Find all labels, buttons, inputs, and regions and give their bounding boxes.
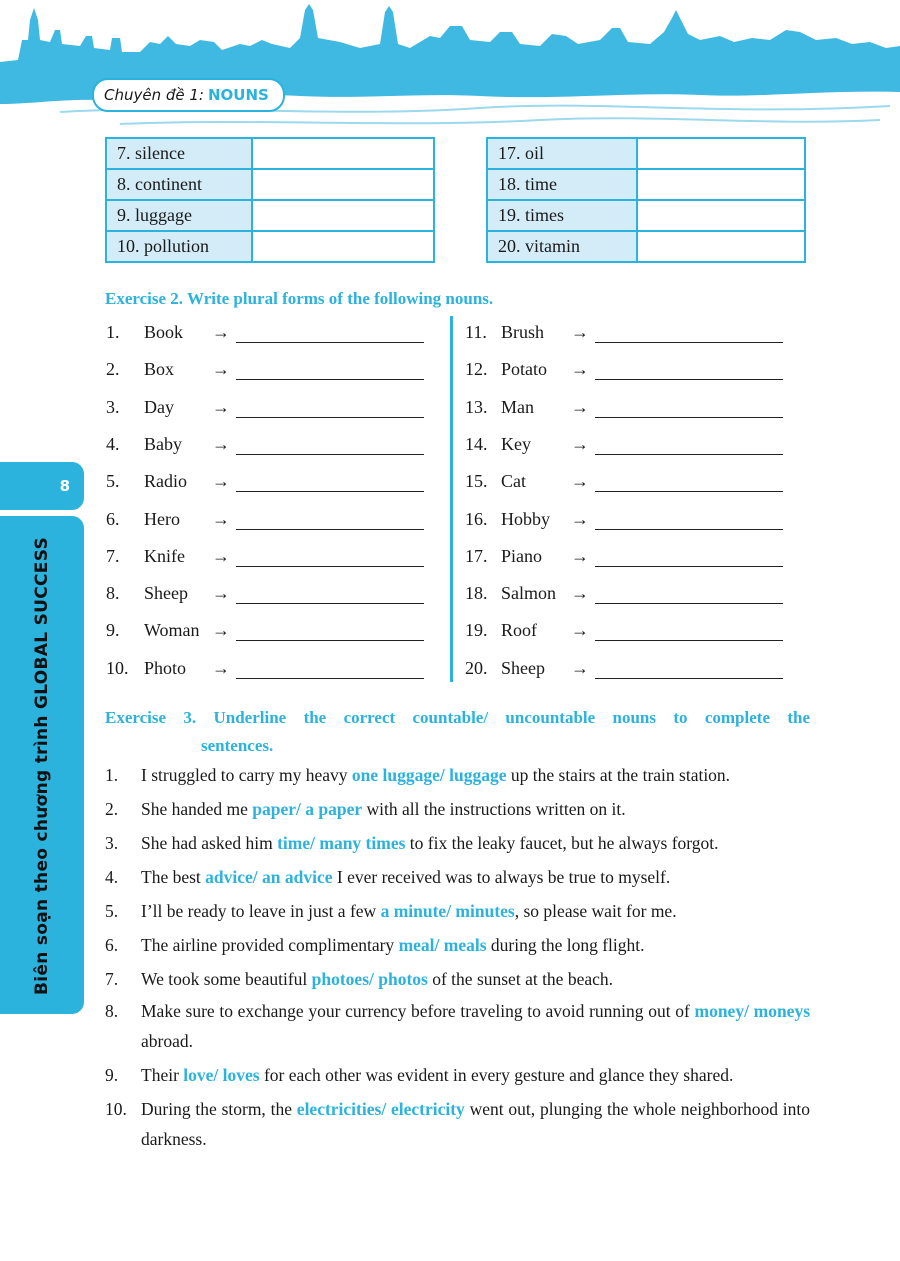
- answer-cell[interactable]: [252, 169, 434, 200]
- answer-choice[interactable]: a minute/ minutes: [380, 901, 515, 921]
- arrow-icon: →: [212, 583, 230, 604]
- answer-blank[interactable]: [595, 320, 783, 343]
- item-word: Key: [501, 433, 531, 454]
- arrow-icon: →: [212, 620, 230, 641]
- column-divider: [450, 316, 453, 682]
- answer-choice[interactable]: electricities/ electricity: [296, 1099, 465, 1119]
- item-word: Brush: [501, 322, 545, 342]
- exercise-item: [465, 350, 783, 380]
- arrow-icon: →: [571, 322, 589, 342]
- answer-blank[interactable]: [595, 581, 783, 604]
- answer-blank[interactable]: [236, 357, 424, 380]
- arrow-icon: →: [571, 657, 589, 678]
- sentence-before: The airline provided complimentary: [141, 935, 399, 955]
- sentence-after: during the long flight.: [486, 935, 645, 955]
- exercise-3-title-line2: sentences.: [201, 736, 274, 755]
- sentence-before: She handed me: [141, 799, 253, 819]
- exercise-2-title: Exercise 2. Write plural forms of the following nouns.: [105, 289, 494, 308]
- table-row: [487, 231, 805, 262]
- item-number: 14.: [465, 433, 488, 454]
- sentence-number: 9.: [105, 1065, 119, 1085]
- table-row: [106, 200, 434, 231]
- sentence-text: [141, 996, 810, 1056]
- sentence-number: 5.: [105, 901, 119, 921]
- sentence-item: [105, 760, 810, 790]
- exercise-item: [465, 500, 783, 530]
- sentence-number: 4.: [105, 867, 119, 887]
- sentence-before: I struggled to carry my heavy: [141, 765, 352, 785]
- item-number: 17.: [465, 545, 488, 566]
- sentence-number: 1.: [105, 765, 119, 785]
- series-vertical-label: Biên soạn theo chương trình GLOBAL SUCCESS: [32, 536, 52, 996]
- table-row: [487, 200, 805, 231]
- sentence-text: [141, 930, 810, 960]
- answer-blank[interactable]: [236, 507, 424, 530]
- item-word: Cat: [501, 471, 526, 492]
- sentence-after: of the sunset at the beach.: [427, 969, 614, 989]
- answer-choice[interactable]: one luggage/ luggage: [351, 765, 507, 785]
- sentence-after: to fix the leaky faucet, but he always forgot.: [405, 833, 719, 853]
- item-number: 20.: [465, 657, 488, 678]
- exercise-item: [465, 462, 783, 492]
- sentence-after: abroad.: [141, 1031, 193, 1051]
- page-number-tab: [0, 462, 84, 510]
- table-cell-word: 7. silence: [106, 138, 252, 169]
- answer-choice[interactable]: photoes/ photos: [311, 969, 428, 989]
- answer-blank[interactable]: [236, 395, 424, 418]
- answer-cell[interactable]: [637, 200, 805, 231]
- answer-blank[interactable]: [236, 618, 424, 641]
- sentence-text: [141, 760, 810, 790]
- arrow-icon: →: [571, 433, 589, 454]
- exercise-3-title: [105, 704, 810, 760]
- table-cell-word: 9. luggage: [106, 200, 252, 231]
- arrow-icon: →: [212, 322, 230, 342]
- item-number: 18.: [465, 583, 488, 604]
- item-word: Day: [144, 396, 174, 417]
- answer-blank[interactable]: [595, 507, 783, 530]
- arrow-icon: →: [212, 657, 230, 678]
- item-number: 8.: [106, 583, 120, 604]
- sentence-after: , so please wait for me.: [514, 901, 677, 921]
- sentence-item: [105, 862, 810, 892]
- answer-blank[interactable]: [236, 544, 424, 567]
- answer-choice[interactable]: love/ loves: [183, 1065, 260, 1085]
- answer-blank[interactable]: [236, 320, 424, 343]
- item-number: 4.: [106, 433, 120, 454]
- table-row: [487, 169, 805, 200]
- item-word: Salmon: [501, 583, 557, 604]
- answer-choice[interactable]: money/ moneys: [694, 1001, 811, 1021]
- page-number: 8: [59, 477, 70, 495]
- answer-cell[interactable]: [252, 231, 434, 262]
- sentence-number: 8.: [105, 1001, 119, 1021]
- table-cell-word: 10. pollution: [106, 231, 252, 262]
- sentence-number: 7.: [105, 969, 119, 989]
- arrow-icon: →: [571, 359, 589, 380]
- answer-blank[interactable]: [236, 432, 424, 455]
- sentence-before: Their: [141, 1065, 184, 1085]
- answer-blank[interactable]: [595, 432, 783, 455]
- sentence-before: I’ll be ready to leave in just a few: [141, 901, 381, 921]
- exercise-item: [106, 462, 424, 492]
- sentence-number: 6.: [105, 935, 119, 955]
- table-cell-word: 17. oil: [487, 138, 637, 169]
- item-word: Potato: [501, 359, 548, 380]
- item-number: 11.: [465, 322, 487, 342]
- item-number: 7.: [106, 545, 120, 566]
- answer-blank[interactable]: [595, 544, 783, 567]
- sentence-after: up the stairs at the train station.: [506, 765, 731, 785]
- table-row: [106, 138, 434, 169]
- vocab-table-right: [486, 137, 806, 263]
- sentence-after: went out, plunging the whole neighborhood into darkness.: [141, 1099, 810, 1149]
- sentence-after: for each other was evident in every gesture and glance they shared.: [259, 1065, 734, 1085]
- table-row: [487, 138, 805, 169]
- item-word: Sheep: [144, 583, 188, 604]
- arrow-icon: →: [571, 620, 589, 641]
- sentence-item: [105, 896, 810, 926]
- arrow-icon: →: [571, 545, 589, 566]
- table-row: [106, 231, 434, 262]
- arrow-icon: →: [212, 396, 230, 417]
- chapter-topic: NOUNS: [207, 86, 269, 104]
- item-number: 15.: [465, 471, 488, 492]
- exercise-item: [106, 537, 424, 567]
- sentence-text: [141, 828, 810, 858]
- answer-blank[interactable]: [236, 581, 424, 604]
- arrow-icon: →: [571, 583, 589, 604]
- arrow-icon: →: [212, 433, 230, 454]
- answer-choice[interactable]: paper/ a paper: [252, 799, 363, 819]
- exercise-item: [106, 425, 424, 455]
- exercise-item: [465, 313, 783, 343]
- item-word: Piano: [501, 545, 543, 566]
- answer-cell[interactable]: [637, 169, 805, 200]
- exercise-item: [106, 649, 424, 679]
- exercise-3-title-line1: Exercise 3. Underline the correct countable/ uncountable nouns to complete the: [105, 708, 810, 727]
- item-word: Knife: [144, 545, 185, 566]
- item-number: 1.: [106, 322, 120, 342]
- item-word: Radio: [144, 471, 187, 492]
- arrow-icon: →: [571, 508, 589, 529]
- exercise-item: [465, 425, 783, 455]
- sentence-number: 10.: [105, 1099, 127, 1119]
- exercise-item: [106, 313, 424, 343]
- arrow-icon: →: [212, 359, 230, 380]
- answer-cell[interactable]: [252, 200, 434, 231]
- sentence-text: [141, 964, 810, 994]
- sentence-after: with all the instructions written on it.: [362, 799, 626, 819]
- item-number: 3.: [106, 396, 120, 417]
- exercise-item: [106, 574, 424, 604]
- arrow-icon: →: [571, 396, 589, 417]
- vocab-table-left: [105, 137, 435, 263]
- answer-blank[interactable]: [595, 618, 783, 641]
- arrow-icon: →: [571, 471, 589, 492]
- arrow-icon: →: [212, 545, 230, 566]
- answer-blank[interactable]: [236, 656, 424, 679]
- answer-blank[interactable]: [595, 656, 783, 679]
- sentence-before: Make sure to exchange your currency before traveling to avoid running out of: [141, 1001, 695, 1021]
- exercise-item: [465, 574, 783, 604]
- item-word: Photo: [144, 657, 187, 678]
- exercise-item: [106, 611, 424, 641]
- answer-blank[interactable]: [595, 395, 783, 418]
- exercise-item: [106, 500, 424, 530]
- answer-choice[interactable]: advice/ an advice: [205, 867, 333, 887]
- sentence-before: During the storm, the: [141, 1099, 297, 1119]
- item-word: Hobby: [501, 508, 550, 529]
- table-cell-word: 8. continent: [106, 169, 252, 200]
- answer-cell[interactable]: [637, 138, 805, 169]
- sentence-number: 2.: [105, 799, 119, 819]
- item-number: 19.: [465, 620, 488, 641]
- sentence-item: [105, 996, 810, 1056]
- item-number: 16.: [465, 508, 488, 529]
- item-number: 2.: [106, 359, 120, 380]
- exercise-item: [106, 350, 424, 380]
- exercise-item: [465, 537, 783, 567]
- item-word: Man: [501, 396, 534, 417]
- exercise-item: [465, 649, 783, 679]
- answer-blank[interactable]: [236, 469, 424, 492]
- sentence-text: [141, 1094, 810, 1154]
- item-number: 9.: [106, 620, 120, 641]
- item-number: 13.: [465, 396, 488, 417]
- chapter-badge: [92, 78, 285, 112]
- item-word: Book: [144, 322, 184, 342]
- table-cell-word: 19. times: [487, 200, 637, 231]
- exercise-item: [465, 388, 783, 418]
- sentence-before: The best: [141, 867, 206, 887]
- sentence-text: [141, 1060, 810, 1090]
- chapter-prefix: Chuyên đề 1:: [104, 86, 204, 104]
- item-word: Woman: [144, 620, 200, 641]
- sentence-number: 3.: [105, 833, 119, 853]
- answer-cell[interactable]: [637, 231, 805, 262]
- item-word: Sheep: [501, 657, 545, 678]
- sentence-after: I ever received was to always be true to myself.: [332, 867, 671, 887]
- exercise-item: [465, 611, 783, 641]
- table-cell-word: 20. vitamin: [487, 231, 637, 262]
- sentence-item: [105, 794, 810, 824]
- answer-blank[interactable]: [595, 469, 783, 492]
- answer-choice[interactable]: time/ many times: [277, 833, 406, 853]
- item-number: 5.: [106, 471, 120, 492]
- item-number: 10.: [106, 657, 129, 678]
- exercise-item: [106, 388, 424, 418]
- sentence-text: [141, 794, 810, 824]
- sentence-before: We took some beautiful: [141, 969, 312, 989]
- table-row: [106, 169, 434, 200]
- sentence-item: [105, 930, 810, 960]
- skyline-banner: [0, 0, 900, 135]
- sentence-before: She had asked him: [141, 833, 278, 853]
- item-number: 12.: [465, 359, 488, 380]
- item-number: 6.: [106, 508, 120, 529]
- item-word: Box: [144, 359, 175, 380]
- arrow-icon: →: [212, 508, 230, 529]
- arrow-icon: →: [212, 471, 230, 492]
- item-word: Hero: [144, 508, 180, 529]
- sentence-item: [105, 828, 810, 858]
- answer-cell[interactable]: [252, 138, 434, 169]
- answer-choice[interactable]: meal/ meals: [398, 935, 487, 955]
- sentence-item: [105, 1060, 810, 1090]
- sentence-item: [105, 1094, 810, 1154]
- sentence-text: [141, 862, 810, 892]
- sentence-item: [105, 964, 810, 994]
- item-word: Baby: [144, 433, 182, 454]
- answer-blank[interactable]: [595, 357, 783, 380]
- table-cell-word: 18. time: [487, 169, 637, 200]
- sentence-text: [141, 896, 810, 926]
- item-word: Roof: [501, 620, 537, 641]
